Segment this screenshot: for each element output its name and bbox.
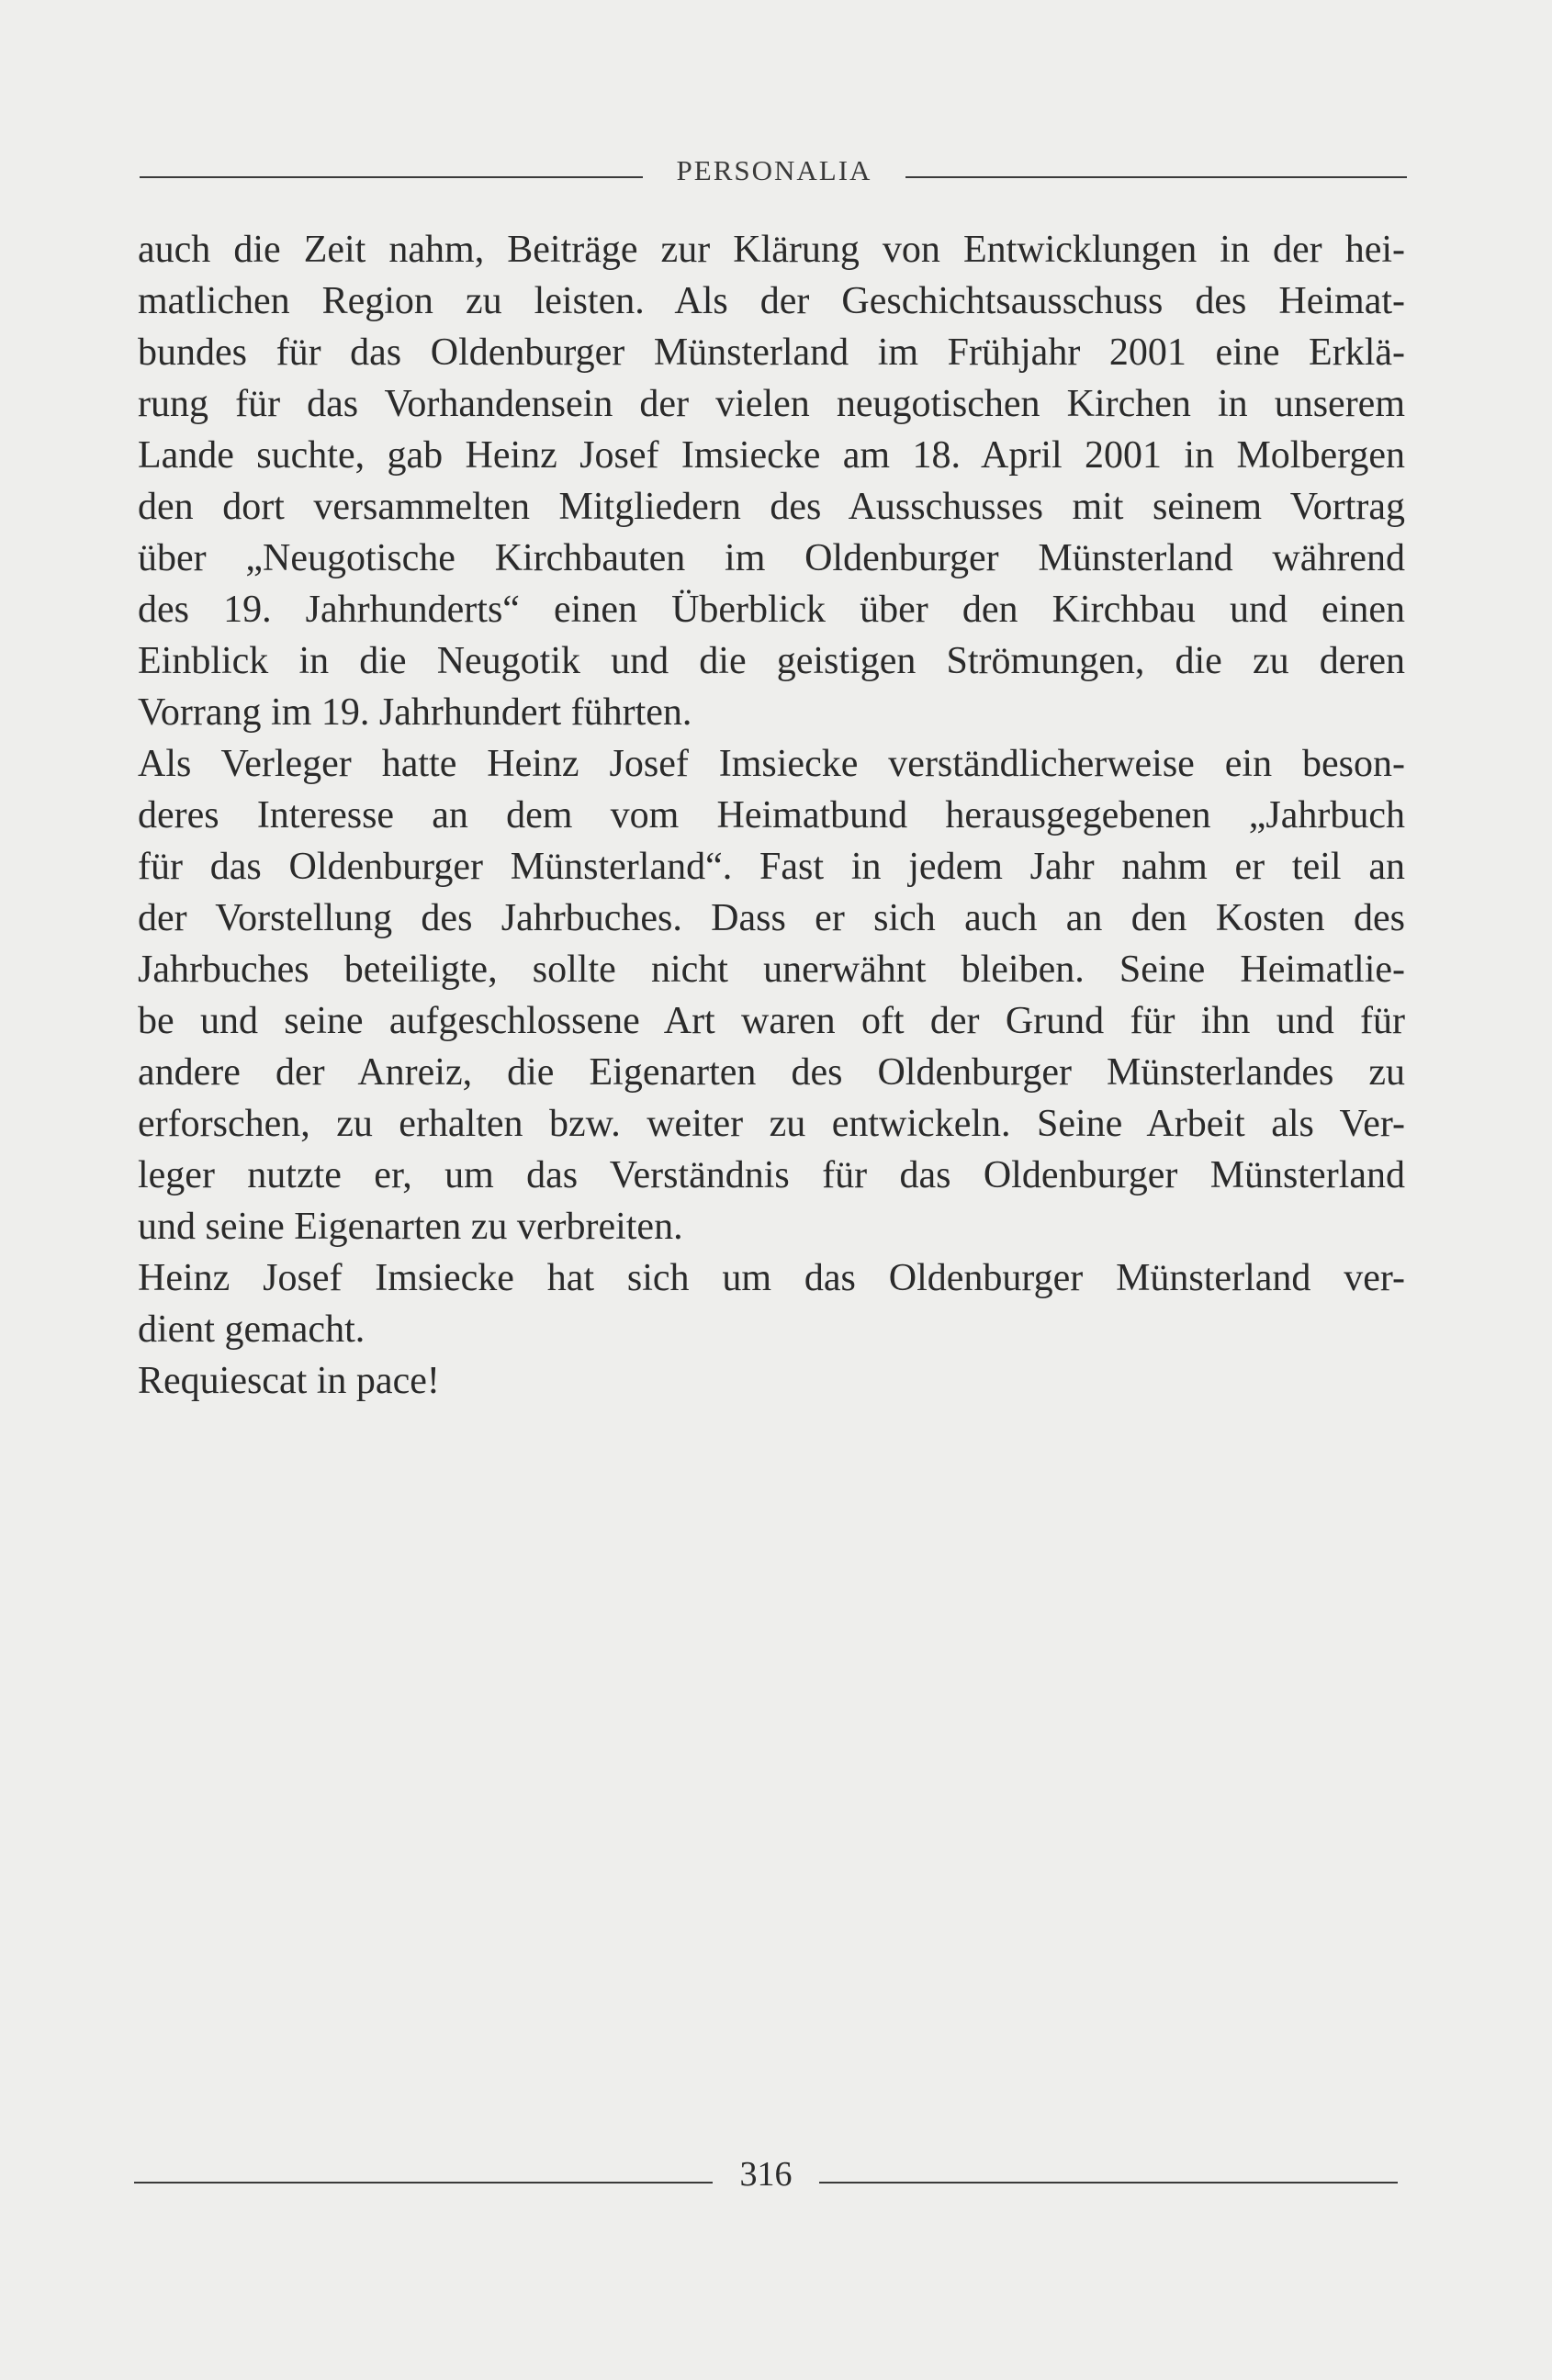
text-line: andere der Anreiz, die Eigenarten des Oldenburger Münsterlandes zu bbox=[138, 1051, 1405, 1094]
text-line: auch die Zeit nahm, Beiträge zur Klärung von Entwicklungen in der hei- bbox=[138, 229, 1405, 271]
text-line: be und seine aufgeschlossene Art waren oft der Grund für ihn und für bbox=[138, 1000, 1405, 1042]
text-line: Als Verleger hatte Heinz Josef Imsiecke verständlicherweise ein beson- bbox=[138, 743, 1405, 785]
text-line: Requiescat in pace! bbox=[138, 1360, 440, 1402]
running-header bbox=[140, 152, 1407, 193]
header-rule-right bbox=[905, 176, 1407, 178]
text-line: Einblick in die Neugotik und die geistigen Strömungen, die zu deren bbox=[138, 640, 1405, 682]
text-line: Lande suchte, gab Heinz Josef Imsiecke am 18. April 2001 in Molbergen bbox=[138, 434, 1405, 477]
text-line: dient gemacht. bbox=[138, 1308, 366, 1351]
text-line: matlichen Region zu leisten. Als der Geschichtsausschuss des Heimat- bbox=[138, 280, 1405, 322]
text-line: Jahrbuches beteiligte, sollte nicht unerwähnt bleiben. Seine Heimatlie- bbox=[138, 949, 1405, 991]
text-line: erforschen, zu erhalten bzw. weiter zu entwickeln. Seine Arbeit als Ver- bbox=[138, 1103, 1405, 1145]
text-line: für das Oldenburger Münsterland“. Fast in jedem Jahr nahm er teil an bbox=[138, 846, 1405, 888]
footer-rule-right bbox=[819, 2182, 1398, 2184]
text-line: deres Interesse an dem vom Heimatbund herausgegebenen „Jahrbuch bbox=[138, 794, 1405, 836]
page-number: 316 bbox=[739, 2155, 793, 2194]
text-line: des 19. Jahrhunderts“ einen Überblick über den Kirchbau und einen bbox=[138, 589, 1405, 631]
text-line: rung für das Vorhandensein der vielen neugotischen Kirchen in unserem bbox=[138, 383, 1405, 425]
page-footer bbox=[134, 2154, 1398, 2200]
text-line: bundes für das Oldenburger Münsterland im Frühjahr 2001 eine Erklä- bbox=[138, 331, 1405, 374]
text-line: und seine Eigenarten zu verbreiten. bbox=[138, 1206, 683, 1248]
text-line: leger nutzte er, um das Verständnis für das Oldenburger Münsterland bbox=[138, 1154, 1405, 1196]
text-line: den dort versammelten Mitgliedern des Ausschusses mit seinem Vortrag bbox=[138, 486, 1405, 528]
text-line: über „Neugotische Kirchbauten im Oldenburger Münsterland während bbox=[138, 537, 1405, 579]
footer-rule-left bbox=[134, 2182, 713, 2184]
running-title: PERSONALIA bbox=[676, 154, 872, 186]
body-text bbox=[138, 224, 1405, 1407]
text-line: Heinz Josef Imsiecke hat sich um das Oldenburger Münsterland ver- bbox=[138, 1257, 1405, 1299]
text-line: der Vorstellung des Jahrbuches. Dass er sich auch an den Kosten des bbox=[138, 897, 1405, 939]
text-line: Vorrang im 19. Jahrhundert führten. bbox=[138, 691, 692, 734]
header-rule-left bbox=[140, 176, 643, 178]
